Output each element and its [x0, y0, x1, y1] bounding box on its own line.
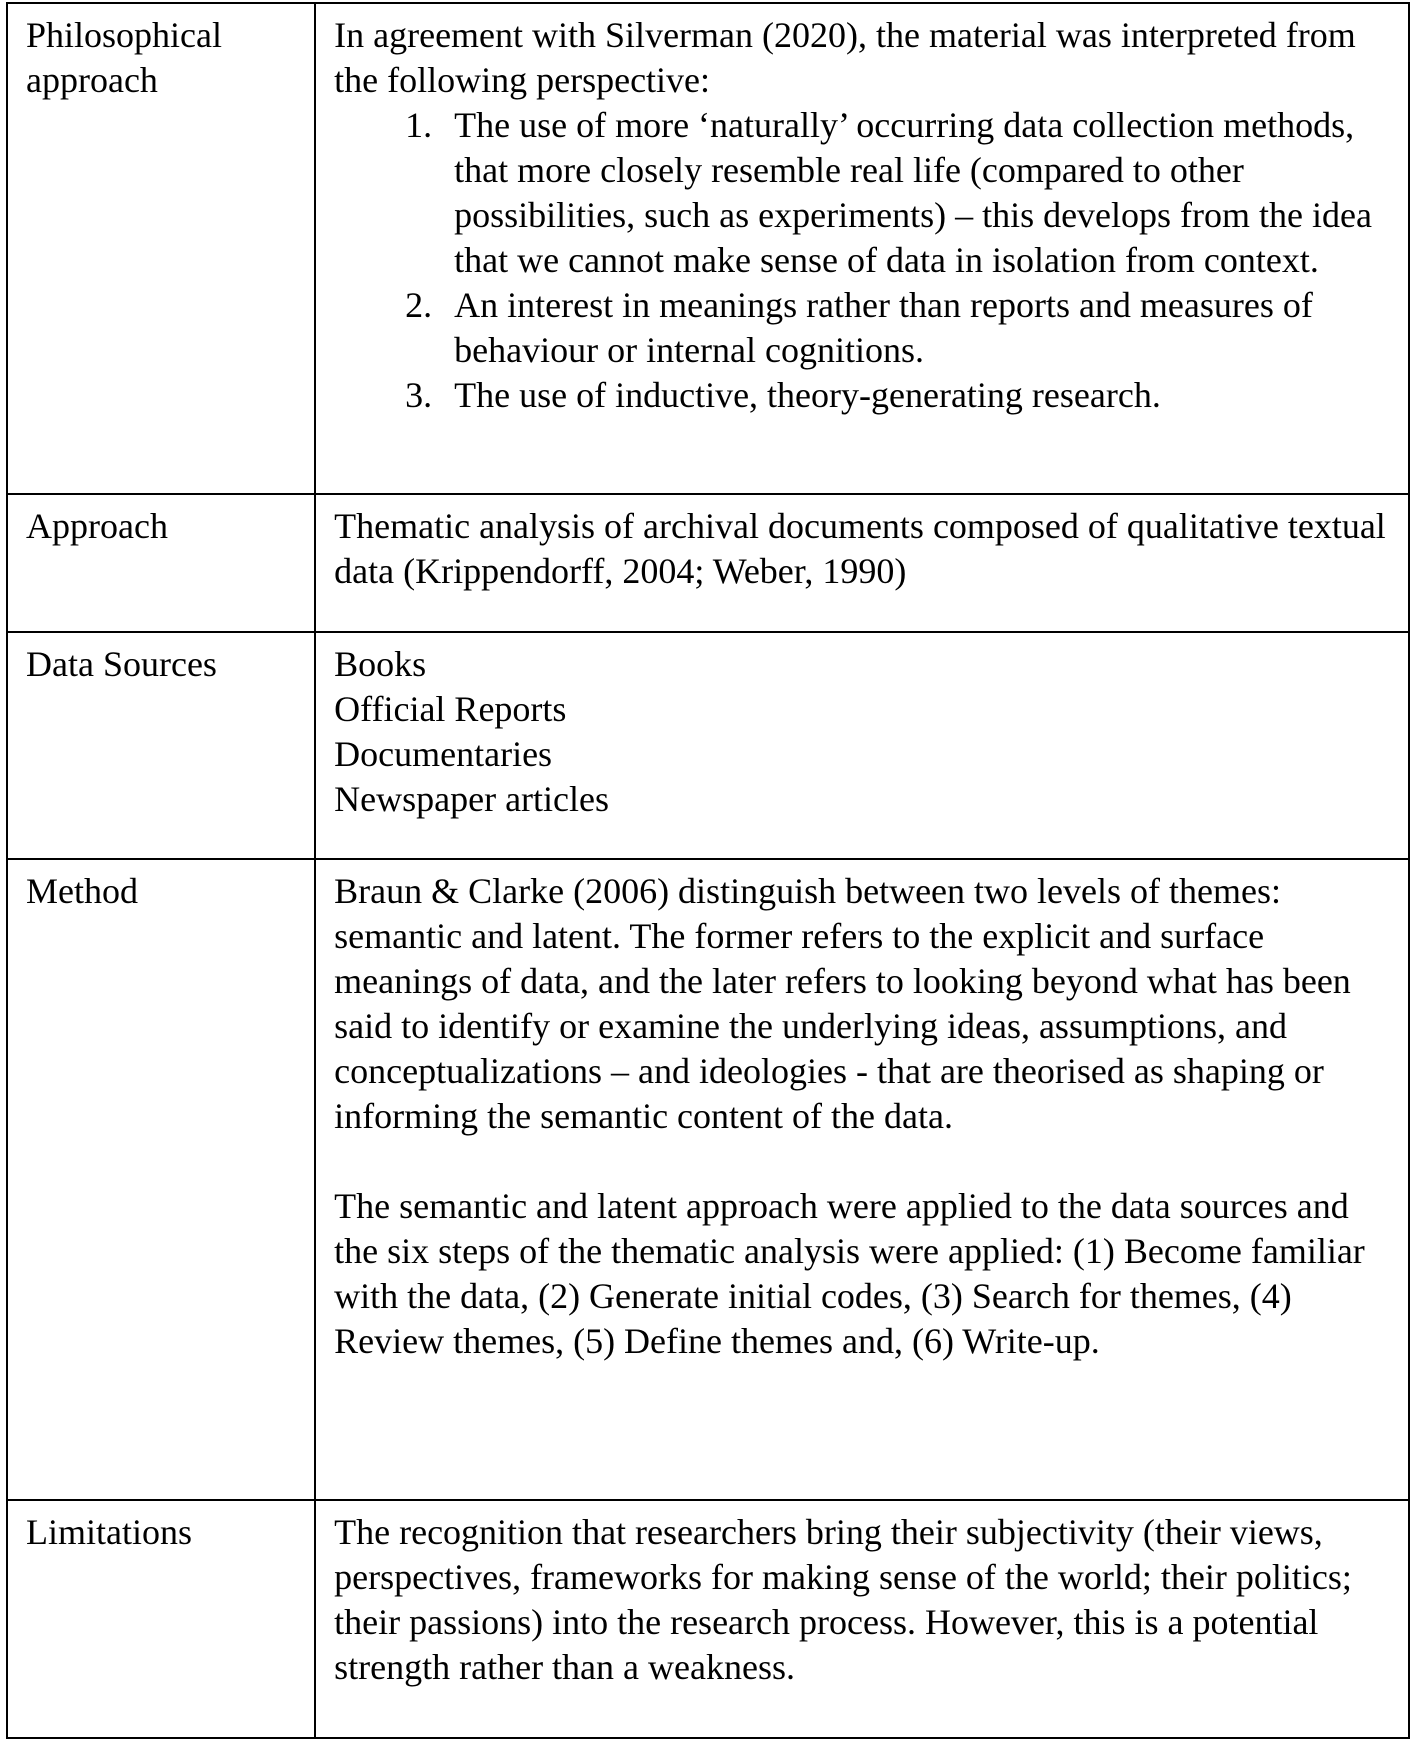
- row-content-method: [315, 859, 1409, 1500]
- row-label-method: Method: [7, 859, 315, 1500]
- data-source-item: Official Reports: [334, 689, 567, 729]
- table-row-limitations: [7, 1500, 1409, 1738]
- perspective-item-2: An interest in meanings rather than reports and measures of behaviour or internal cognitions.: [454, 285, 1313, 370]
- table-row-philosophical-approach: [7, 3, 1409, 494]
- row-content-approach: Thematic analysis of archival documents composed of qualitative textual data (Krippendorff, 2004; Weber, 1990): [315, 494, 1409, 632]
- table-row-approach: [7, 494, 1409, 632]
- perspective-list: [334, 103, 1396, 418]
- row-content-data-sources: [315, 632, 1409, 859]
- row-label-limitations: Limitations: [7, 1500, 315, 1738]
- data-source-item: Documentaries: [334, 734, 553, 774]
- row-label-philosophical-approach: Philosophical approach: [7, 3, 315, 494]
- data-source-item: Newspaper articles: [334, 779, 610, 819]
- table-row-method: [7, 859, 1409, 1500]
- row-content-philosophical-approach: [315, 3, 1409, 494]
- perspective-item-3: The use of inductive, theory-generating research.: [454, 375, 1161, 415]
- method-paragraph-1: Braun & Clarke (2006) distinguish between two levels of themes: semantic and latent. The former refers to the explicit and surface meanings of data, and the later refers to looking beyond what has been said to identify or examine the underlying ideas, assumptions, and conceptualizations – and ideologies - that are theorised as shaping or informing the semantic content of the data.: [334, 871, 1351, 1136]
- perspective-item-1: The use of more ‘naturally’ occurring data collection methods, that more closely resemble real life (compared to other possibilities, such as experiments) – this develops from the idea that we cannot make sense of data in isolation from context.: [454, 105, 1372, 280]
- row-label-approach: Approach: [7, 494, 315, 632]
- method-paragraph-2: The semantic and latent approach were applied to the data sources and the six steps of the thematic analysis were applied: (1) Become familiar with the data, (2) Generate initial codes, (3) Search for themes, (4) Review themes, (5) Define themes and, (6) Write-up.: [334, 1186, 1365, 1361]
- table-row-data-sources: [7, 632, 1409, 859]
- row-label-data-sources: Data Sources: [7, 632, 315, 859]
- philosophy-intro: In agreement with Silverman (2020), the material was interpreted from the following perspective:: [334, 15, 1356, 100]
- row-content-limitations: The recognition that researchers bring their subjectivity (their views, perspectives, frameworks for making sense of the world; their politics; their passions) into the research process. However, this is a potential strength rather than a weakness.: [315, 1500, 1409, 1738]
- data-source-item: Books: [334, 644, 427, 684]
- methodology-table: [6, 2, 1410, 1739]
